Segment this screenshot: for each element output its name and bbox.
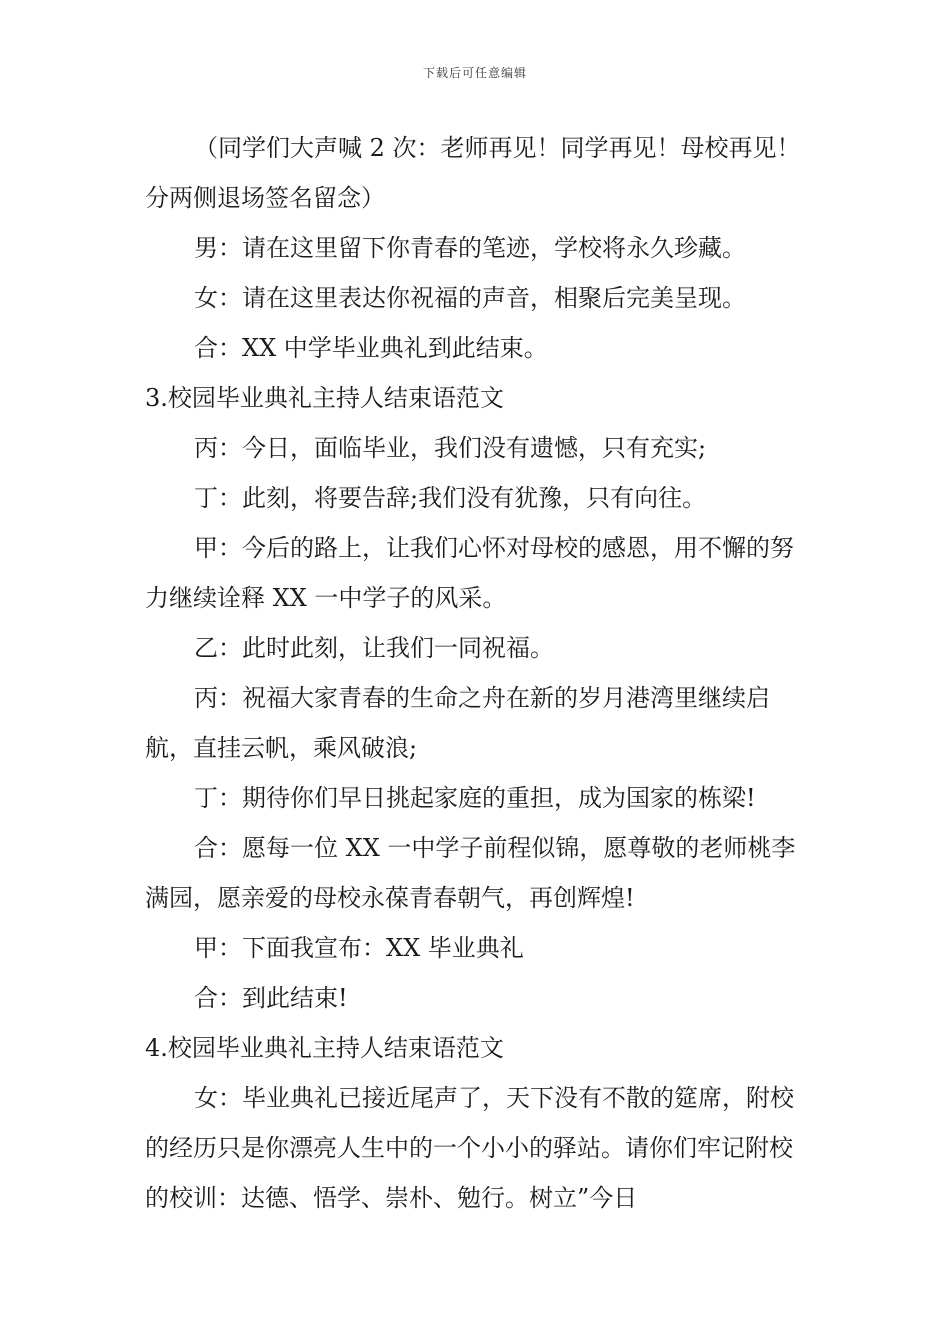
section-heading-3: 3.校园毕业典礼主持人结束语范文 [145, 384, 504, 412]
paragraph-farewell-chant: （同学们大声喊 2 次：老师再见！同学再见！母校再见！分两侧退场签名留念） [145, 134, 801, 212]
paragraph-female-host-2: 女：毕业典礼已接近尾声了，天下没有不散的筵席，附校的经历只是你漂亮人生中的一个小小的驿站。请你们牢记附校的校训：达德、悟学、崇朴、勉行。树立”今日 [145, 1084, 794, 1212]
paragraph-jia-2: 甲：下面我宣布：XX 毕业典礼 [194, 934, 524, 962]
document-body [145, 123, 810, 1223]
paragraph-female-host: 女：请在这里表达你祝福的声音，相聚后完美呈现。 [194, 284, 746, 312]
paragraph-yi-1: 乙：此时此刻，让我们一同祝福。 [194, 634, 554, 662]
paragraph-bing-2: 丙：祝福大家青春的生命之舟在新的岁月港湾里继续启航，直挂云帆，乘风破浪; [145, 684, 770, 762]
page-header-note: 下载后可任意编辑 [422, 66, 527, 80]
paragraph-ding-1: 丁：此刻，将要告辞;我们没有犹豫，只有向往。 [194, 484, 707, 512]
paragraph-ding-2: 丁：期待你们早日挑起家庭的重担，成为国家的栋梁! [194, 784, 756, 812]
paragraph-jia-1: 甲：今后的路上，让我们心怀对母校的感恩，用不懈的努力继续诠释 XX 一中学子的风采。 [145, 534, 794, 612]
paragraph-together-close: 合：到此结束! [194, 984, 348, 1012]
paragraph-together-wish: 合：愿每一位 XX 一中学子前程似锦，愿尊敬的老师桃李满园，愿亲爱的母校永葆青春朝气，再创辉煌! [145, 834, 796, 912]
paragraph-together-end: 合：XX 中学毕业典礼到此结束。 [194, 334, 548, 362]
paragraph-male-host: 男：请在这里留下你青春的笔迹，学校将永久珍藏。 [194, 234, 746, 262]
section-heading-4: 4.校园毕业典礼主持人结束语范文 [145, 1034, 504, 1062]
paragraph-bing-1: 丙：今日，面临毕业，我们没有遗憾，只有充实; [194, 434, 707, 462]
